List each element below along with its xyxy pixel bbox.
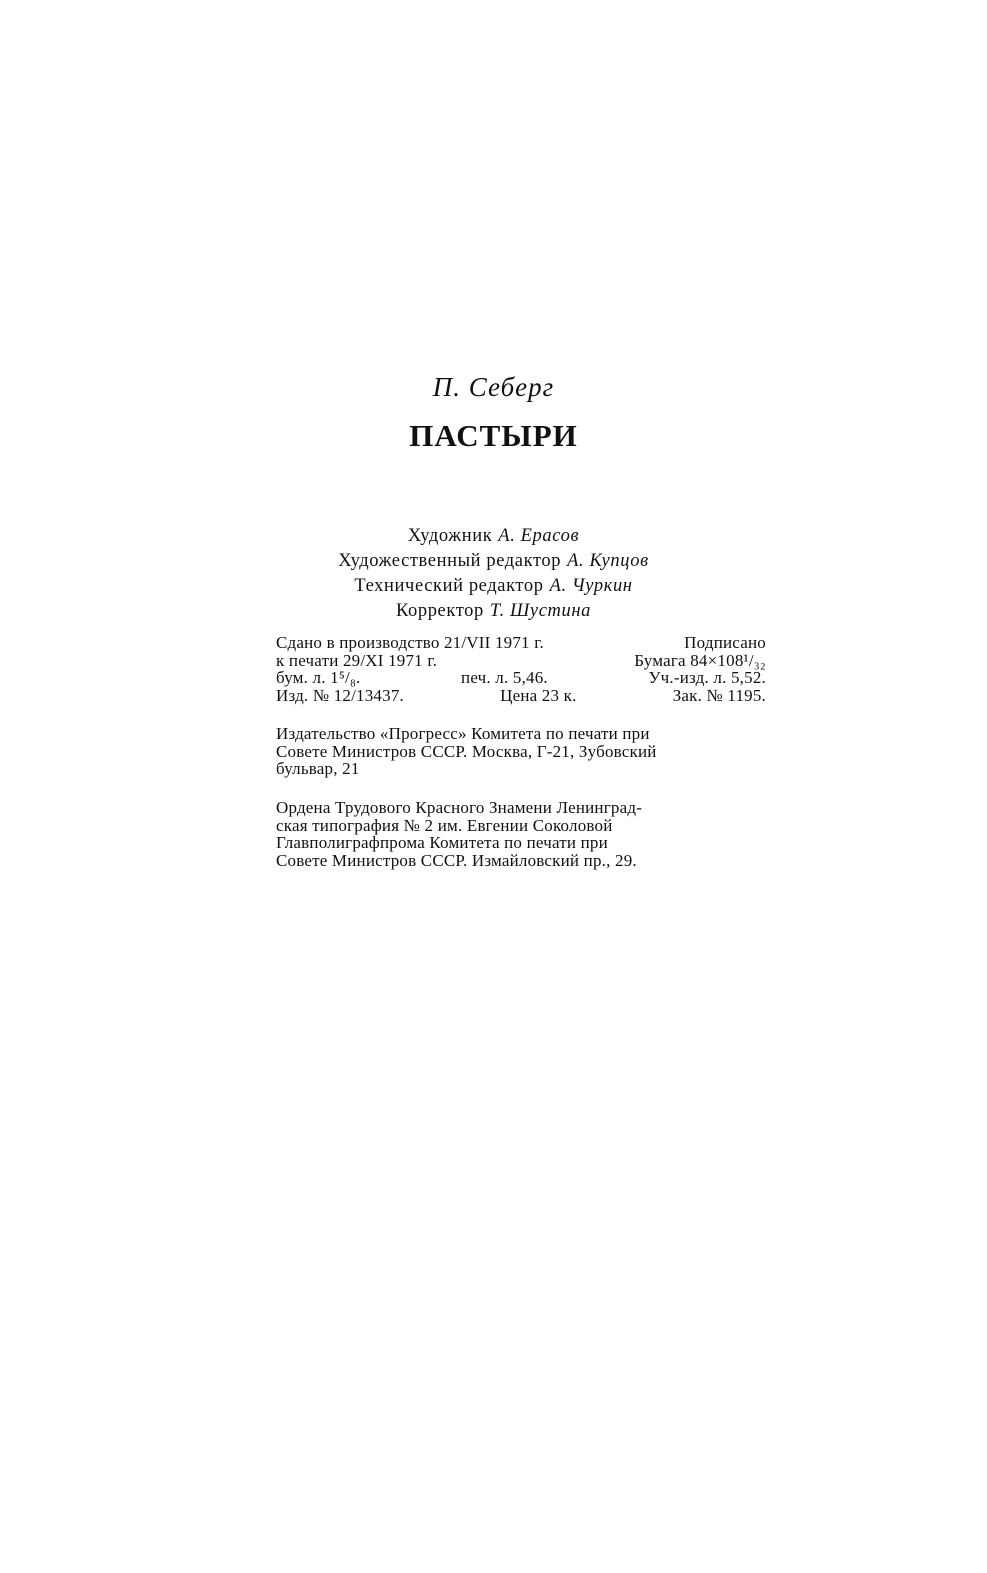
imprint-text: Подписано (684, 633, 766, 652)
printer-address (276, 799, 766, 869)
imprint-text: бум. л. 1⁵/₈. (276, 668, 361, 687)
credit-line (0, 574, 987, 599)
imprint-line (276, 669, 766, 687)
imprint-text: Бумага 84×108¹/₃₂ (634, 650, 766, 670)
imprint-text: печ. л. 5,46. (461, 668, 548, 687)
book-author: П. Себерг (432, 372, 555, 402)
imprint-text: Зак. № 1195. (672, 685, 766, 705)
book-title: ПАСТЫРИ (409, 418, 578, 453)
imprint-line (276, 817, 766, 835)
imprint-line (276, 760, 766, 778)
imprint-text: Изд. № 12/13437. (276, 685, 404, 705)
credit-line (0, 524, 987, 549)
imprint-text: Сдано в производство 21/VII 1971 г. (276, 633, 544, 652)
credit-line (0, 599, 987, 624)
imprint-text: Издательство «Прогресс» Комитета по печати при (276, 724, 650, 743)
credit-role: Художественный редактор (338, 551, 562, 571)
credits-list (0, 524, 987, 624)
imprint-text: Уч.-изд. л. 5,52. (648, 668, 766, 687)
imprint-text: Цена 23 к. (500, 685, 577, 705)
publisher-address (276, 725, 766, 778)
imprint-text: Главполиграфпрома Комитета по печати при (276, 833, 608, 852)
credit-person: Т. Шустина (489, 601, 591, 621)
imprint-line (276, 725, 766, 743)
imprint-line (276, 687, 766, 705)
imprint-line (276, 652, 766, 670)
imprint-text: Совете Министров СССР. Измайловский пр., 29. (276, 850, 637, 870)
credit-person: А. Ерасов (498, 526, 580, 546)
imprint-text: к печати 29/XI 1971 г. (276, 650, 438, 670)
imprint-line (276, 634, 766, 652)
credit-person: А. Купцов (567, 551, 649, 571)
imprint-text: Ордена Трудового Красного Знамени Ленинград- (276, 798, 643, 817)
credit-person: А. Чуркин (549, 576, 633, 596)
imprint-text: бульвар, 21 (276, 759, 360, 778)
imprint-text: ская типография № 2 им. Евгении Соколовой (276, 815, 613, 835)
credit-role: Корректор (395, 601, 484, 621)
imprint-line (276, 799, 766, 817)
credit-line (0, 549, 987, 574)
credit-role: Технический редактор (354, 576, 544, 596)
imprint-line (276, 743, 766, 761)
imprint-line (276, 852, 766, 870)
production-details (276, 634, 766, 704)
imprint-text: Совете Министров СССР. Москва, Г-21, Зубовский (276, 741, 657, 761)
imprint-line (276, 834, 766, 852)
credit-role: Художник (407, 526, 493, 546)
